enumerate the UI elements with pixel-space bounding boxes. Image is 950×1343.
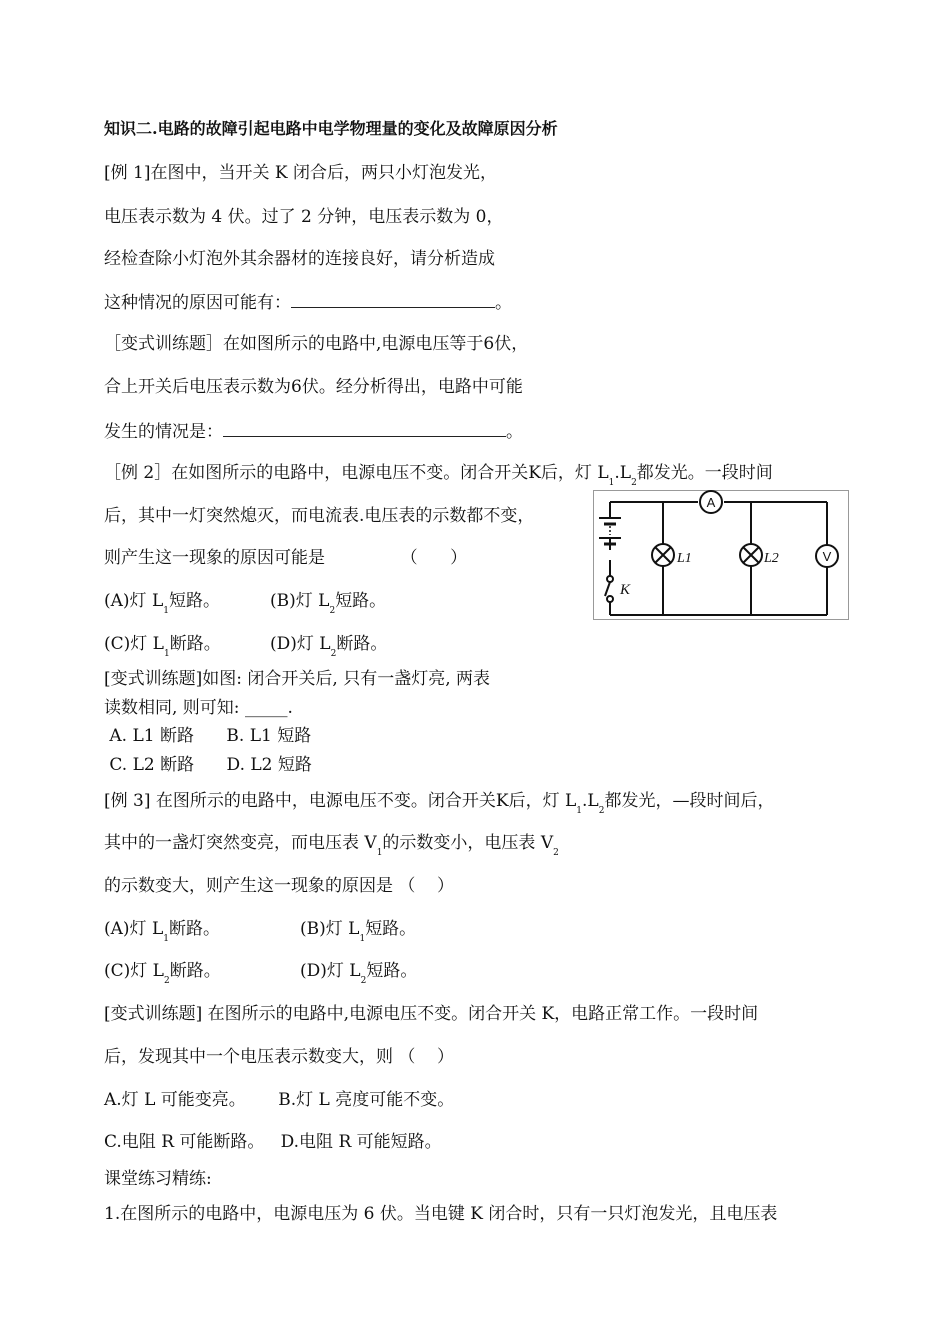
opt-text: 短路。 <box>366 961 418 981</box>
opt-text: (A)灯 L <box>104 591 164 611</box>
ex2-line-2: 后，其中一灯突然熄灭，而电流表.电压表的示数都不变， <box>104 506 535 526</box>
subscript: 2 <box>598 806 605 816</box>
var2-line-2: 读数相同, 则可知: _____. <box>104 698 293 718</box>
ex3-line-2 <box>104 832 559 857</box>
answer-blank <box>223 419 506 437</box>
subscript: 1 <box>163 606 169 616</box>
ex2-option-d <box>270 633 387 658</box>
ex2-line-1-c: 都发光。一段时间 <box>636 463 773 483</box>
ex3-line-2-b: 的示数变小，电压表 V <box>382 833 554 853</box>
subscript: 1 <box>163 649 170 659</box>
ex1-line-1: [例 1]在图中，当开关 K 闭合后，两只小灯泡发光， <box>104 163 497 183</box>
opt-text: (C)灯 L <box>104 634 164 654</box>
lamp-l1-label: L1 <box>677 551 692 566</box>
voltmeter-icon <box>816 545 838 567</box>
ammeter-label: A <box>706 495 716 510</box>
var2-options-cd: C. L2 断路 D. L2 短路 <box>104 755 312 775</box>
subscript: 1 <box>608 478 615 488</box>
subscript: 1 <box>163 934 169 944</box>
var1-line-3-text: 发生的情况是： <box>104 422 223 442</box>
opt-text: 断路。 <box>336 634 388 654</box>
ex3-option-a <box>104 918 220 943</box>
ex3-option-b <box>300 918 416 943</box>
opt-text: 短路。 <box>335 591 387 611</box>
voltmeter-label: V <box>822 549 832 564</box>
subscript: 1 <box>576 806 583 816</box>
var2-options-ab: A. L1 断路 B. L1 短路 <box>104 726 312 746</box>
ex1-line-3: 经检查除小灯泡外其余器材的连接良好，请分析造成 <box>104 249 495 269</box>
switch-label: K <box>620 582 631 598</box>
ex3-line-1 <box>104 790 774 815</box>
ex1-line-2: 电压表示数为 4 伏。过了 2 分钟，电压表示数为 0， <box>104 207 504 227</box>
circuit-frame <box>594 491 849 620</box>
ex3-line-3: 的示数变大，则产生这一现象的原因是 （ ） <box>104 876 455 896</box>
ex3-option-d <box>300 960 417 985</box>
ex2-line-1 <box>104 462 773 487</box>
lamp-l1-icon <box>652 544 674 566</box>
subscript: 2 <box>329 606 336 616</box>
opt-text: (D)灯 L <box>270 634 331 654</box>
ex1-line-4 <box>104 290 512 314</box>
ex1-line-4-text: 这种情况的原因可能有： <box>104 293 291 313</box>
var1-line-3 <box>104 419 523 443</box>
ex3-line-1-b: .L <box>582 791 599 811</box>
ammeter-icon <box>700 491 722 513</box>
opt-text: (B)灯 L <box>300 919 360 939</box>
ex3-line-2-a: 其中的一盏灯突然变亮，而电压表 V <box>104 833 377 853</box>
ex2-line-1-b: .L <box>614 463 632 483</box>
var1-line-2: 合上开关后电压表示数为6伏。经分析得出，电路中可能 <box>104 377 523 397</box>
answer-blank <box>291 290 495 308</box>
ex3-line-1-a: [例 3] 在图所示的电路中，电源电压不变。闭合开关K后，灯 L <box>104 791 577 811</box>
ex2-line-1-a: ［例 2］在如图所示的电路中，电源电压不变。闭合开关K后，灯 L <box>104 463 609 483</box>
opt-text: 断路。 <box>168 919 220 939</box>
circuit-diagram <box>593 490 849 620</box>
opt-text: (A)灯 L <box>104 919 164 939</box>
opt-text: 短路。 <box>365 919 417 939</box>
var3-line-2: 后，发现其中一个电压表示数变大，则 （ ） <box>104 1047 455 1067</box>
subscript: 2 <box>163 976 170 986</box>
opt-text: 断路。 <box>169 961 221 981</box>
var1-line-3-end: 。 <box>506 422 523 442</box>
subscript: 2 <box>631 478 637 488</box>
var3-options-cd: C.电阻 R 可能断路。 D.电阻 R 可能短路。 <box>104 1132 442 1152</box>
practice-q1: 1.在图所示的电路中，电源电压为 6 伏。当电键 K 闭合时，只有一只灯泡发光，且电压表 <box>104 1204 778 1224</box>
var1-line-1: ［变式训练题］在如图所示的电路中,电源电压等于6伏， <box>104 334 529 354</box>
subscript: 1 <box>359 934 366 944</box>
subscript: 2 <box>330 649 337 659</box>
section-heading: 知识二.电路的故障引起电路中电学物理量的变化及故障原因分析 <box>104 119 558 138</box>
ex1-line-4-end: 。 <box>495 293 512 313</box>
ex2-option-a <box>104 590 220 615</box>
ex2-option-b <box>270 590 386 615</box>
opt-text: (C)灯 L <box>104 961 164 981</box>
opt-text: (D)灯 L <box>300 961 361 981</box>
ex2-line-3: 则产生这一现象的原因可能是 （ ） <box>104 548 468 568</box>
ex3-line-1-c: 都发光，—段时间后， <box>604 791 775 811</box>
subscript: 2 <box>360 976 367 986</box>
subscript: 2 <box>553 848 559 858</box>
var3-line-1: [变式训练题] 在图所示的电路中,电源电压不变。闭合开关 K，电路正常工作。一段时间 <box>104 1004 759 1024</box>
ex3-option-c <box>104 960 221 985</box>
opt-text: 短路。 <box>168 591 220 611</box>
var3-options-ab: A.灯 L 可能变亮。 B.灯 L 亮度可能不变。 <box>104 1090 455 1110</box>
practice-title: 课堂练习精练: <box>104 1169 212 1189</box>
lamp-l2-icon <box>740 544 762 566</box>
var2-line-1: [变式训练题]如图: 闭合开关后, 只有一盏灯亮, 两表 <box>104 669 491 689</box>
subscript: 1 <box>376 848 383 858</box>
lamp-l2-label: L2 <box>764 551 779 566</box>
opt-text: (B)灯 L <box>270 591 330 611</box>
opt-text: 断路。 <box>169 634 221 654</box>
ex2-option-c <box>104 633 221 658</box>
